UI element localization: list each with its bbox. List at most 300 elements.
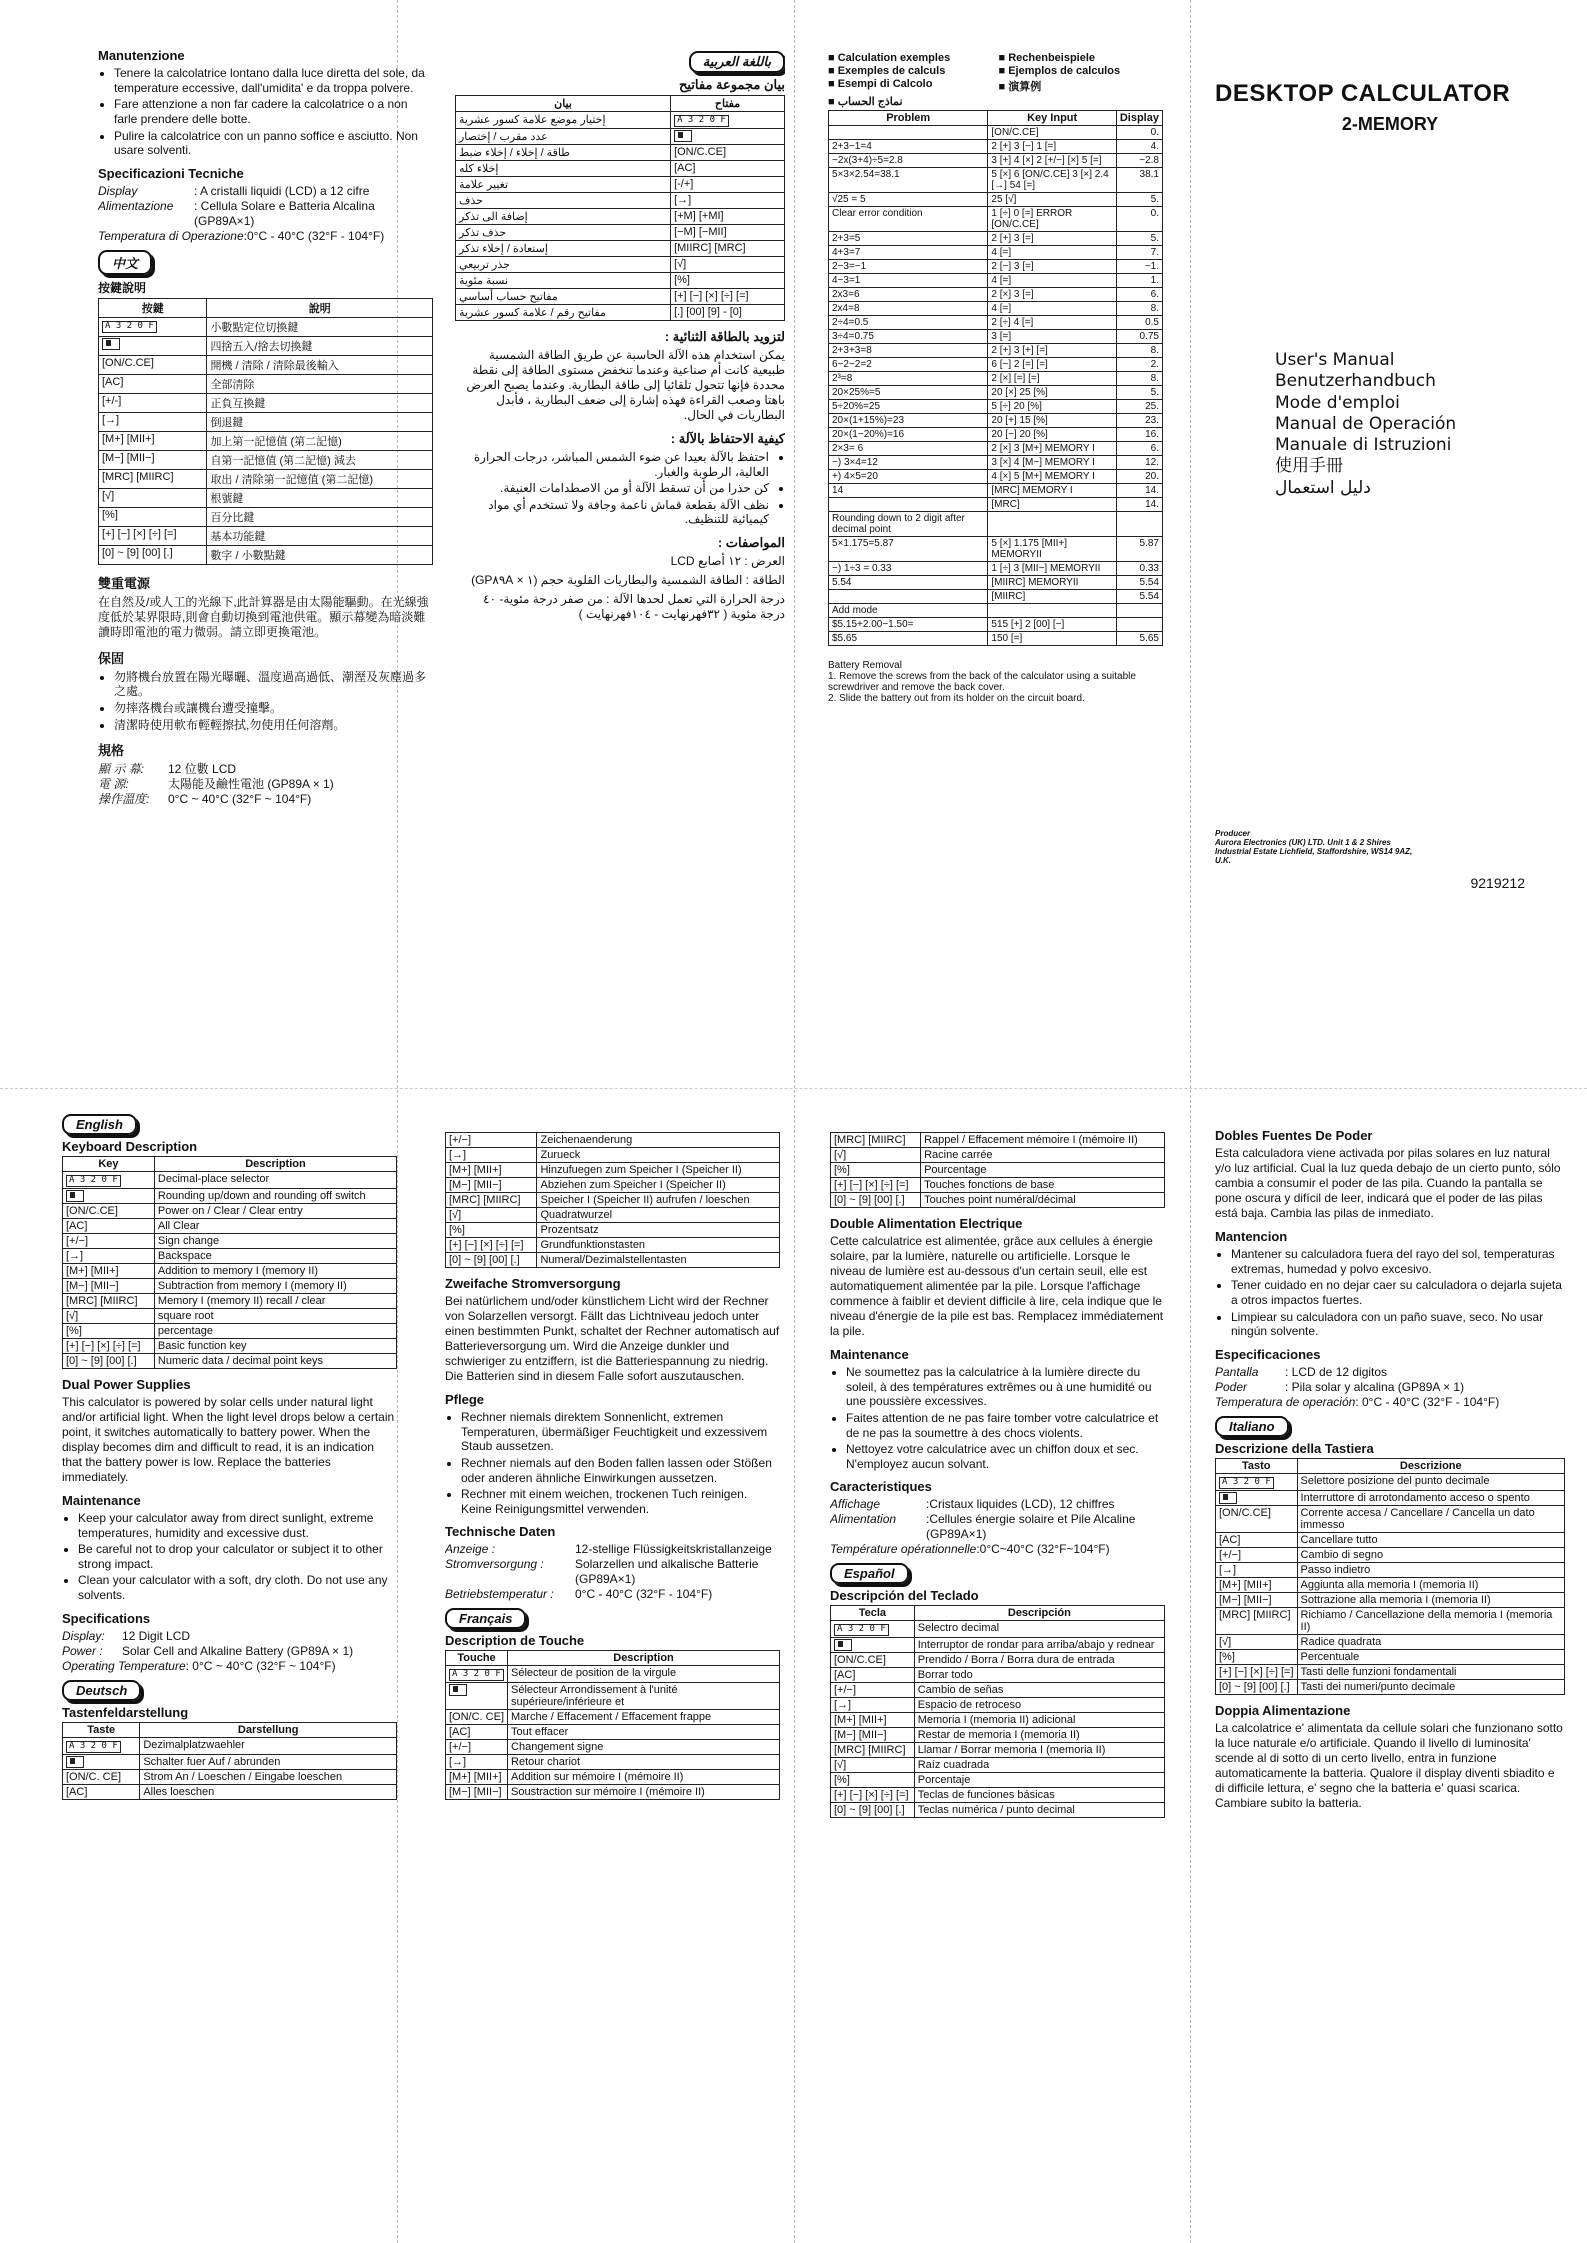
table-row <box>829 498 1163 512</box>
description-cell: percentage <box>154 1323 396 1338</box>
table-row <box>63 1278 397 1293</box>
description-cell: طاقة / إخلاء / إخلاء ضبط <box>456 144 671 160</box>
description-cell: مفاتيح رقم / علامة كسور عشرية <box>456 304 671 320</box>
list-item: • 清潔時使用軟布輕輕擦拭,勿使用任何溶劑。 <box>114 718 433 733</box>
panel-arabic <box>455 45 785 1045</box>
rounding-switch-icon <box>66 1756 84 1768</box>
description-cell: Prozentsatz <box>537 1223 780 1238</box>
description-cell: Numeric data / decimal point keys <box>154 1353 396 1368</box>
problem-cell: 2+3−1=4 <box>829 140 988 154</box>
heading-item: ■ Ejemplos de calculos <box>998 65 1121 77</box>
table-row <box>446 1163 780 1178</box>
table-header: بيان <box>456 96 671 112</box>
key-cell: [+] [−] [×] [÷] [=] <box>446 1238 537 1253</box>
key-cell <box>63 1172 155 1189</box>
spec-row: Temperatura de operación : 0°C - 40°C (32°F - 104°F) <box>1215 1394 1500 1409</box>
key-cell <box>99 317 207 336</box>
table-row <box>829 618 1163 632</box>
problem-cell: −2x(3+4)÷5=2.8 <box>829 154 988 168</box>
rounding-switch-icon <box>1219 1492 1237 1504</box>
section-title: Maintenance <box>62 1492 141 1508</box>
key-cell: [ON/C.CE] <box>671 144 785 160</box>
table-row <box>1216 1649 1565 1664</box>
key-input-cell: 2 [÷] 4 [=] <box>988 316 1116 330</box>
display-cell: 0.5 <box>1116 316 1162 330</box>
cover-title: DESKTOP CALCULATOR <box>1215 80 1511 107</box>
table-row <box>456 272 785 288</box>
display-cell: 0.33 <box>1116 562 1162 576</box>
table-row <box>446 1725 780 1740</box>
paragraph: La calcolatrice e' alimentata da cellule solari che funzionano sotto la luce naturale e/o artificiale. Quando il livello di luminosita' scende al di sotto di un certo livello, entra in funzione automaticamente la batteria. Qualore il display diventi sbiadito e di difficile lettura, e' segno che la batteria e' quasi scarica. Cambiare subito la batteria. <box>1215 1720 1563 1810</box>
table-row <box>829 484 1163 498</box>
display-cell: 5.87 <box>1116 537 1162 562</box>
rounding-switch-icon <box>834 1639 852 1651</box>
list-item: • Pulire la calcolatrice con un panno soffice e asciutto. Non usare solventi. <box>114 129 433 158</box>
description-cell: Backspace <box>154 1248 396 1263</box>
key-cell: [AC] <box>446 1725 508 1740</box>
description-cell: Retour chariot <box>508 1755 780 1770</box>
description-cell: Memoria I (memoria II) adicional <box>914 1713 1164 1728</box>
panel-examples <box>828 52 1163 1052</box>
key-input-cell: 5 [×] 1.175 [MII+] MEMORYII <box>988 537 1116 562</box>
problem-cell: 20×(1−20%)=16 <box>829 428 988 442</box>
table-row <box>829 562 1163 576</box>
list-item: • نظف الآلة بقطعة قماش ناعمة وجافة ولا تستخدم أي مواد كيميائية للتنظيف. <box>455 498 769 527</box>
key-input-cell: 2 [+] 3 [−] 1 [=] <box>988 140 1116 154</box>
table-header: Problem <box>829 111 988 126</box>
key-input-cell: 4 [=] <box>988 246 1116 260</box>
section-title: Specifications <box>62 1610 151 1626</box>
display-cell: 0.75 <box>1116 330 1162 344</box>
table-row <box>829 386 1163 400</box>
section-title: المواصفات : <box>717 535 785 551</box>
display-cell: 16. <box>1116 428 1162 442</box>
section-title: Descripción del Teclado <box>830 1588 979 1604</box>
description-cell: Interruptor de rondar para arriba/abajo y rednear <box>914 1638 1164 1653</box>
description-cell: Alles loeschen <box>140 1784 397 1799</box>
table-row <box>446 1710 780 1725</box>
display-cell: 23. <box>1116 414 1162 428</box>
table-row <box>99 488 433 507</box>
examples-table-body <box>829 126 1163 646</box>
table-row <box>831 1773 1165 1788</box>
key-cell <box>671 128 785 144</box>
description-cell: Schalter fuer Auf / abrunden <box>140 1754 397 1769</box>
display-cell: 8. <box>1116 344 1162 358</box>
display-cell: 14. <box>1116 484 1162 498</box>
key-input-cell: 25 [√] <box>988 193 1116 207</box>
description-cell: Teclas de funciones básicas <box>914 1788 1164 1803</box>
key-cell: [M−] [MII−] <box>63 1278 155 1293</box>
key-cell: [%] <box>671 272 785 288</box>
list-item: • Nettoyez votre calculatrice avec un chiffon doux et sec. N'employez aucun solvant. <box>846 1442 1165 1471</box>
heading-item: ■ نماذج الحساب <box>828 96 903 108</box>
key-cell: [+/−] <box>831 1683 915 1698</box>
description-cell: Espacio de retroceso <box>914 1698 1164 1713</box>
heading-item: ■ Calculation exemples <box>828 52 951 64</box>
display-cell: 1. <box>1116 274 1162 288</box>
list-item: 1. Remove the screws from the back of the calculator using a suitable screwdriver and remove the back cover. <box>828 671 1136 693</box>
key-cell: [%] <box>831 1773 915 1788</box>
list-item: • 勿摔落機台或讓機台遭受撞擊。 <box>114 701 433 716</box>
table-row <box>1216 1634 1565 1649</box>
section-title: Battery Removal <box>828 660 902 671</box>
table-row <box>63 1308 397 1323</box>
display-cell: 5. <box>1116 386 1162 400</box>
section-title: كيفية الاحتفاظ بالآلة : <box>670 430 785 446</box>
table-header: Key Input <box>988 111 1116 126</box>
description-cell: Speicher I (Speicher II) aufrufen / loeschen <box>537 1193 780 1208</box>
description-cell: Percentuale <box>1297 1649 1564 1664</box>
table-row <box>829 126 1163 140</box>
key-cell: [=] [÷] [×] [−] [+] <box>671 288 785 304</box>
spec-row: العرض : ١٢ أصابع LCD <box>670 554 785 569</box>
key-cell: [ON/C.CE] <box>1216 1505 1298 1532</box>
table-header: Taste <box>63 1722 140 1737</box>
table-row <box>829 302 1163 316</box>
key-input-cell: 2 [×] 3 [=] <box>988 288 1116 302</box>
language-badge: Italiano <box>1215 1416 1289 1437</box>
key-cell <box>446 1666 508 1683</box>
description-cell: حذف <box>456 192 671 208</box>
display-cell: 25. <box>1116 400 1162 414</box>
key-cell: [√] <box>63 1308 155 1323</box>
description-cell: Sélecteur Arrondissement à l'unité supérieure/inférieure et <box>508 1683 780 1710</box>
table-row <box>829 316 1163 330</box>
key-input-cell: [MIIRC] <box>988 590 1116 604</box>
section-title: Tastenfeldarstellung <box>62 1704 189 1720</box>
description-cell: 倒退鍵 <box>207 412 433 431</box>
rounding-switch-icon <box>449 1684 467 1696</box>
description-cell: نسبة مئوية <box>456 272 671 288</box>
key-cell <box>63 1737 140 1754</box>
table-row <box>1216 1532 1565 1547</box>
section-title: 按鍵說明 <box>98 280 147 295</box>
section-title: Description de Touche <box>445 1633 585 1649</box>
table-row <box>456 144 785 160</box>
table-row <box>446 1755 780 1770</box>
section-title: 雙重電源 <box>98 575 151 591</box>
table-row <box>831 1621 1165 1638</box>
spec-row: Affichage :Cristaux liquides (LCD), 12 chiffres <box>830 1497 1115 1512</box>
key-cell <box>99 336 207 355</box>
table-row <box>829 344 1163 358</box>
table-row <box>831 1133 1165 1148</box>
description-cell: All Clear <box>154 1218 396 1233</box>
problem-cell: 5÷20%=25 <box>829 400 988 414</box>
key-cell: [AC] <box>671 160 785 176</box>
cover-subtitle: 2-MEMORY <box>1341 114 1439 134</box>
key-cell: [+] [−] [×] [÷] [=] <box>1216 1664 1298 1679</box>
table-row <box>1216 1679 1565 1694</box>
display-cell: 5.54 <box>1116 590 1162 604</box>
key-input-cell: 515 [+] 2 [00] [−] <box>988 618 1116 632</box>
key-input-cell: 2 [×] [=] [=] <box>988 372 1116 386</box>
key-cell: [M−] [MII−] <box>446 1178 537 1193</box>
key-table-body <box>446 1666 780 1800</box>
key-cell: [M+] [MII+] <box>831 1713 915 1728</box>
key-input-cell: 5 [÷] 20 [%] <box>988 400 1116 414</box>
rounding-switch-icon <box>66 1190 84 1202</box>
section-title: Mantencion <box>1215 1229 1288 1244</box>
table-header: مفتاح <box>671 96 785 112</box>
table-row <box>831 1728 1165 1743</box>
list-item: • Rechner niemals auf den Boden fallen lassen oder Stößen oder anderen ähnliche Einwirkungen aussetzen. <box>461 1456 780 1485</box>
problem-cell: −) 1÷3 = 0.33 <box>829 562 988 576</box>
language-badge: Deutsch <box>62 1680 141 1701</box>
table-row <box>829 232 1163 246</box>
description-cell: Cancellare tutto <box>1297 1532 1564 1547</box>
problem-cell: 20×(1+15%)=23 <box>829 414 988 428</box>
key-cell <box>831 1621 915 1638</box>
table-header: Description <box>508 1651 780 1666</box>
table-row <box>831 1163 1165 1178</box>
table-row <box>829 246 1163 260</box>
spec-row: Temperatura di Operazione :0°C - 40°C (32°F - 104°F) <box>98 228 385 243</box>
table-row <box>831 1148 1165 1163</box>
table-header: Tecla <box>831 1606 915 1621</box>
maintenance-list <box>98 66 433 158</box>
problem-cell: 2×3= 6 <box>829 442 988 456</box>
problem-cell: 2−3=−1 <box>829 260 988 274</box>
key-table-body <box>1216 1473 1565 1694</box>
description-cell: Addition to memory I (memory II) <box>154 1263 396 1278</box>
list-item: 使用手冊 <box>1275 456 1343 477</box>
table-row <box>456 256 785 272</box>
description-cell: 自第一記憶值 (第二記憶) 減去 <box>207 450 433 469</box>
description-cell: Restar de memoria I (memoria II) <box>914 1728 1164 1743</box>
spec-row: Poder : Pila solar y alcalina (GP89A × 1) <box>1215 1379 1465 1394</box>
spec-row: Betriebstemperatur : 0°C - 40°C (32°F - 104°F) <box>445 1587 713 1602</box>
description-cell: Aggiunta alla memoria I (memoria II) <box>1297 1577 1564 1592</box>
table-row <box>831 1743 1165 1758</box>
display-cell <box>1116 618 1162 632</box>
description-cell: Decimal-place selector <box>154 1172 396 1189</box>
table-row <box>63 1323 397 1338</box>
spec-row: Display: 12 Digit LCD <box>62 1628 191 1643</box>
decimal-selector-icon: A 3 2 0 F <box>66 1741 121 1753</box>
section-title: Keyboard Description <box>62 1139 198 1154</box>
table-row <box>99 431 433 450</box>
table-row <box>456 176 785 192</box>
table-row <box>829 414 1163 428</box>
problem-cell: 2÷4=0.5 <box>829 316 988 330</box>
key-input-cell: [MIIRC] MEMORYII <box>988 576 1116 590</box>
description-cell: 加上第一記憶值 (第二記憶) <box>207 431 433 450</box>
table-row <box>99 393 433 412</box>
key-cell: [ON/C.CE] <box>99 355 207 374</box>
problem-cell: 14 <box>829 484 988 498</box>
table-row <box>1216 1592 1565 1607</box>
section-title: Technische Daten <box>445 1524 556 1540</box>
key-input-cell <box>988 604 1116 618</box>
description-cell: Sottrazione alla memoria I (memoria II) <box>1297 1592 1564 1607</box>
list-item: • Clean your calculator with a soft, dry cloth. Do not use any solvents. <box>78 1573 397 1602</box>
table-row <box>63 1218 397 1233</box>
display-cell <box>1116 512 1162 537</box>
section-title: بيان مجموعة مفاتيح <box>678 77 785 92</box>
decimal-selector-icon: A 3 2 0 F <box>834 1624 889 1636</box>
display-cell: 2. <box>1116 358 1162 372</box>
table-row <box>829 140 1163 154</box>
key-input-cell: 3 [×] 4 [M−] MEMORY I <box>988 456 1116 470</box>
key-table <box>445 1650 780 1800</box>
key-cell: [MRC] [MIIRC] <box>831 1133 921 1148</box>
table-row <box>99 526 433 545</box>
table-row <box>446 1740 780 1755</box>
key-cell: [+/−] <box>446 1740 508 1755</box>
description-cell: جذر تربيعي <box>456 256 671 272</box>
description-cell: Grundfunktionstasten <box>537 1238 780 1253</box>
table-row <box>829 288 1163 302</box>
description-cell: إستعادة / إخلاء تذكر <box>456 240 671 256</box>
battery-removal <box>828 660 1163 704</box>
list-item: Manuale di Istruzioni <box>1275 435 1452 455</box>
table-row <box>831 1178 1165 1193</box>
spec-row: 電 源: 太陽能及鹼性電池 (GP89A × 1) <box>98 777 334 792</box>
key-cell: [→] <box>99 412 207 431</box>
table-row <box>829 168 1163 193</box>
key-cell <box>63 1754 140 1769</box>
key-cell: [M+] [MII+] <box>63 1263 155 1278</box>
table-header: Descripción <box>914 1606 1164 1621</box>
table-row <box>1216 1490 1565 1505</box>
description-cell: Porcentaje <box>914 1773 1164 1788</box>
table-row <box>99 450 433 469</box>
description-cell: Abziehen zum Speicher I (Speicher II) <box>537 1178 780 1193</box>
key-cell: [0] ~ [9] [00] [.] <box>831 1803 915 1818</box>
table-row <box>831 1698 1165 1713</box>
display-cell: 0. <box>1116 207 1162 232</box>
problem-cell: 6−2−2=2 <box>829 358 988 372</box>
table-row <box>456 128 785 144</box>
description-cell: 基本功能鍵 <box>207 526 433 545</box>
paragraph: Esta calculadora viene activada por pilas solares en luz natural y/o luz artificial. Cual la luz queda debajo de un cierto punto, sólo cambia a consumir el poder de las pila. Cuando la pantalla se pone oscura y difícil de leer, indicará que el poder de las pilas está baja. Cambia las pilas de inmediato. <box>1215 1146 1561 1220</box>
paragraph: يمكن استخدام هذه الآلة الحاسبة عن طريق الطاقة الشمسية طبيعية كانت أم صناعية وعندما تنخفض مستوى الطاقة إلى نقطة محددة فإنها تتحول تلقائيا إلى طاقة البطارية. وعندما يصبح العرض باهتا وصعب القراءة فهذه إشارة إلى ضعف البطارية ، فأبدل البطاريات في الحال. <box>466 347 785 422</box>
display-cell: 6. <box>1116 288 1162 302</box>
table-row <box>63 1769 397 1784</box>
problem-cell: √25 = 5 <box>829 193 988 207</box>
description-cell: Sélecteur de position de la virgule <box>508 1666 780 1683</box>
spec-row: Alimentazione : Cellula Solare e Batteria Alcalina (GP89A×1) <box>98 198 375 228</box>
table-row <box>829 330 1163 344</box>
key-cell: [%] <box>831 1163 921 1178</box>
table-header: 按鍵 <box>99 298 207 317</box>
key-cell: [→] <box>446 1148 537 1163</box>
display-cell: 38.1 <box>1116 168 1162 193</box>
key-cell: [AC] <box>63 1784 140 1799</box>
problem-cell: +) 4×5=20 <box>829 470 988 484</box>
spec-row: Operating Temperature : 0°C ~ 40°C (32°F ~ 104°F) <box>62 1658 336 1673</box>
description-cell: 全部清除 <box>207 374 433 393</box>
key-cell: [MRC] [MIIRC] <box>831 1743 915 1758</box>
table-header: Darstellung <box>140 1722 397 1737</box>
key-table <box>830 1132 1165 1208</box>
key-cell: [→] <box>446 1755 508 1770</box>
panel-italian-chinese <box>98 40 433 1040</box>
care-list <box>455 450 785 527</box>
description-cell: Marche / Effacement / Effacement frappe <box>508 1710 780 1725</box>
section-title: Zweifache Stromversorgung <box>445 1276 621 1291</box>
table-header: Tasto <box>1216 1458 1298 1473</box>
table-header: Touche <box>446 1651 508 1666</box>
key-table <box>455 95 785 321</box>
key-cell: [ON/C.CE] <box>63 1203 155 1218</box>
key-cell: [M−] [MII−] <box>831 1728 915 1743</box>
description-cell: Cambio di segno <box>1297 1547 1564 1562</box>
description-cell: تغيير علامة <box>456 176 671 192</box>
table-row <box>63 1353 397 1368</box>
description-cell: Tasti dei numeri/punto decimale <box>1297 1679 1564 1694</box>
problem-cell: 2x4=8 <box>829 302 988 316</box>
key-input-cell: 150 [=] <box>988 632 1116 646</box>
description-cell: Rappel / Effacement mémoire I (mémoire II) <box>921 1133 1165 1148</box>
description-cell: 開機 / 清除 / 清除最後輸入 <box>207 355 433 374</box>
list-item: User's Manual <box>1275 350 1395 370</box>
key-cell: [√] <box>99 488 207 507</box>
language-badge: باللغة العربية <box>689 51 785 73</box>
heading-item: ■ Exemples de calculs <box>828 65 946 77</box>
table-header: Descrizione <box>1297 1458 1564 1473</box>
key-cell: [MRC] [MIIRC] <box>671 240 785 256</box>
description-cell: Teclas numérica / punto decimal <box>914 1803 1164 1818</box>
list-item: • Rechner mit einem weichen, trockenen Tuch reinigen. Keine Reinigungsmittel verwenden. <box>461 1487 780 1516</box>
table-row <box>1216 1562 1565 1577</box>
table-row <box>831 1653 1165 1668</box>
key-cell: [M−] [MII−] <box>446 1785 508 1800</box>
table-row <box>63 1293 397 1308</box>
table-row <box>831 1638 1165 1653</box>
section-title: Dobles Fuentes De Poder <box>1215 1128 1373 1143</box>
key-cell: [√] <box>446 1208 537 1223</box>
problem-cell: 5×1.175=5.87 <box>829 537 988 562</box>
table-row <box>456 224 785 240</box>
key-cell: [MI+] [M+] <box>671 208 785 224</box>
table-row <box>99 507 433 526</box>
spec-row: درجة الحرارة التي تعمل لحدها الآلة : من صفر درجة مئوية- ٤٠ درجة مئوية ( ٣٢فهرنهايت - ١٠٤فهرنهايت ) <box>483 592 785 622</box>
key-cell: [%] <box>1216 1649 1298 1664</box>
display-cell: 20. <box>1116 470 1162 484</box>
key-cell: [M−] [MII−] <box>99 450 207 469</box>
list-item: • Tener cuidado en no dejar caer su calculadora o dejarla sujeta a otros impactos fuertes. <box>1231 1278 1565 1307</box>
description-cell: 正負互換鍵 <box>207 393 433 412</box>
manual-language-list <box>1275 350 1565 499</box>
table-row <box>99 355 433 374</box>
section-title: Dual Power Supplies <box>62 1376 191 1392</box>
key-cell: [+/−] <box>1216 1547 1298 1562</box>
table-row <box>456 288 785 304</box>
table-row <box>829 632 1163 646</box>
key-cell <box>1216 1473 1298 1490</box>
list-item: • كن حذرا من أن تسقط الآلة أو من الاصطدامات العنيفة. <box>455 481 769 496</box>
table-row <box>831 1758 1165 1773</box>
description-cell: Touches point numéral/décimal <box>921 1193 1165 1208</box>
description-cell: عدد مقرب / إختصار <box>456 128 671 144</box>
key-cell: [+/−] <box>63 1233 155 1248</box>
maintenance-list <box>445 1410 780 1516</box>
key-table-body <box>446 1133 780 1268</box>
table-row <box>829 442 1163 456</box>
section-title: Especificaciones <box>1215 1346 1321 1362</box>
problem-cell: 2+3=5 <box>829 232 988 246</box>
table-row <box>63 1172 397 1189</box>
language-badge: English <box>62 1114 137 1135</box>
display-cell: −1. <box>1116 260 1162 274</box>
key-cell: [0] ~ [9] [00] [.] <box>63 1353 155 1368</box>
problem-cell: 4−3=1 <box>829 274 988 288</box>
description-cell: إخلاء كله <box>456 160 671 176</box>
heading-item: ■ Esempi di Calcolo <box>828 78 933 90</box>
